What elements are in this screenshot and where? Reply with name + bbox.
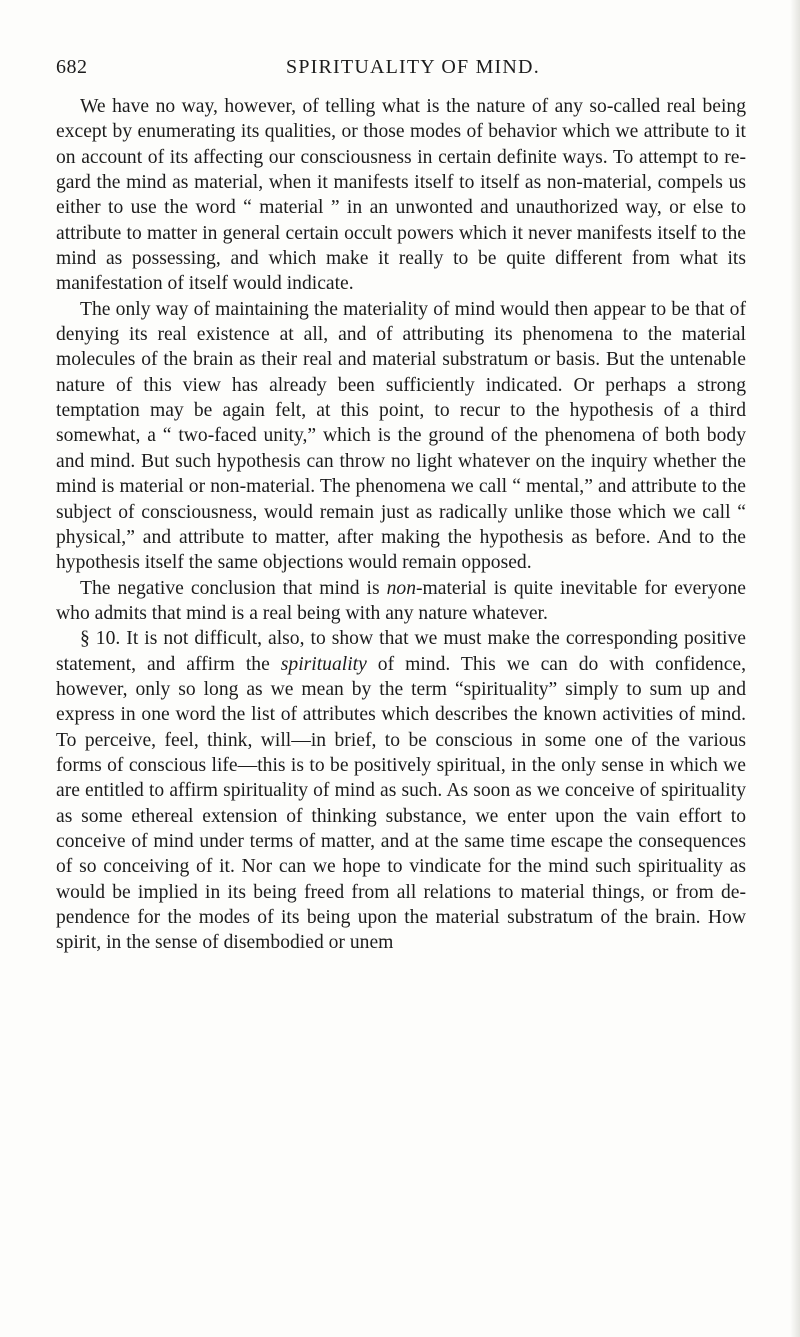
italic-term: spirituality xyxy=(280,653,367,675)
body-text xyxy=(56,94,746,956)
paragraph-text: The only way of maintaining the materiality of mind would then appear to be that of denying its real existence at all, and of attributing its phenomena to the material molecules of the brain as their real and material substratum or basis. But the untenable nature of this view has already been sufficiently indicated. Or perhaps a strong temptation may be again felt, at this point, to recur to the hypothesis of a third somewhat, a “ two-faced unity,” which is the ground of the phenomena of both body and mind. But such hypothesis can throw no light whatever on the inquiry whether the mind is material or non-material. The phenomena we call “ mental,” and attribute to the subject of consciousness, would remain just as radically unlike those which we call “ physical,” and attribute to matter, after making the hypothesis as before. And to the hypothesis itself the same objections would remain opposed. xyxy=(56,298,746,574)
page-number: 682 xyxy=(56,56,88,78)
paragraph-text: We have no way, however, of telling what is the nature of any so-called real being except by enumerating its qualities, or those modes of behavior which we attribute to it on account of its affecting our consciousness in certain definite ways. To attempt to regard the mind as material, when it manifests itself to itself as non-material, compels us either to use the word “ material ” in an unwonted and unauthorized way, or else to attribute to matter in general certain occult powers which it never manifests itself to the mind as possessing, and which make it really to be quite different from what its manifestation of itself would indicate. xyxy=(56,96,746,295)
paragraph xyxy=(56,576,746,627)
paragraph xyxy=(56,94,746,297)
paragraph-section-10 xyxy=(56,626,746,955)
paragraph-text: The negative conclusion that mind is xyxy=(80,577,387,599)
paragraph-text: -material is quite inevitable for everyone who admits that mind is a real being with any nature whatever. xyxy=(56,577,746,624)
italic-term: non xyxy=(386,577,416,599)
running-head: SPIRITUALITY OF MIND. xyxy=(286,56,540,78)
paragraph-text: § 10. It is not difficult, also, to show that we must make the corresponding positive statement, and affirm the xyxy=(56,628,746,675)
page-edge-shadow xyxy=(790,0,800,1337)
paragraph-text: of mind. This we can do with confidence, however, only so long as we mean by the term “spirituality” simply to sum up and express in one word the list of attributes which describes the known activities of mind. To perceive, feel, think, will—in brief, to be conscious in some one of the various forms of conscious life—this is to be positively spiritual, in the only sense in which we are entitled to affirm spirituality of mind as such. As soon as we conceive of spirituality as some ethereal extension of thinking substance, we enter upon the vain effort to conceive of mind under terms of matter, and at the same time escape the consequences of so conceiving of it. Nor can we hope to vindicate for the mind such spirituality as would be implied in its being freed from all relations to material things, or from dependence for the modes of its being upon the material substratum of the brain. How spirit, in the sense of disembodied or unem xyxy=(56,653,746,954)
page-header xyxy=(56,56,746,86)
paragraph xyxy=(56,297,746,576)
